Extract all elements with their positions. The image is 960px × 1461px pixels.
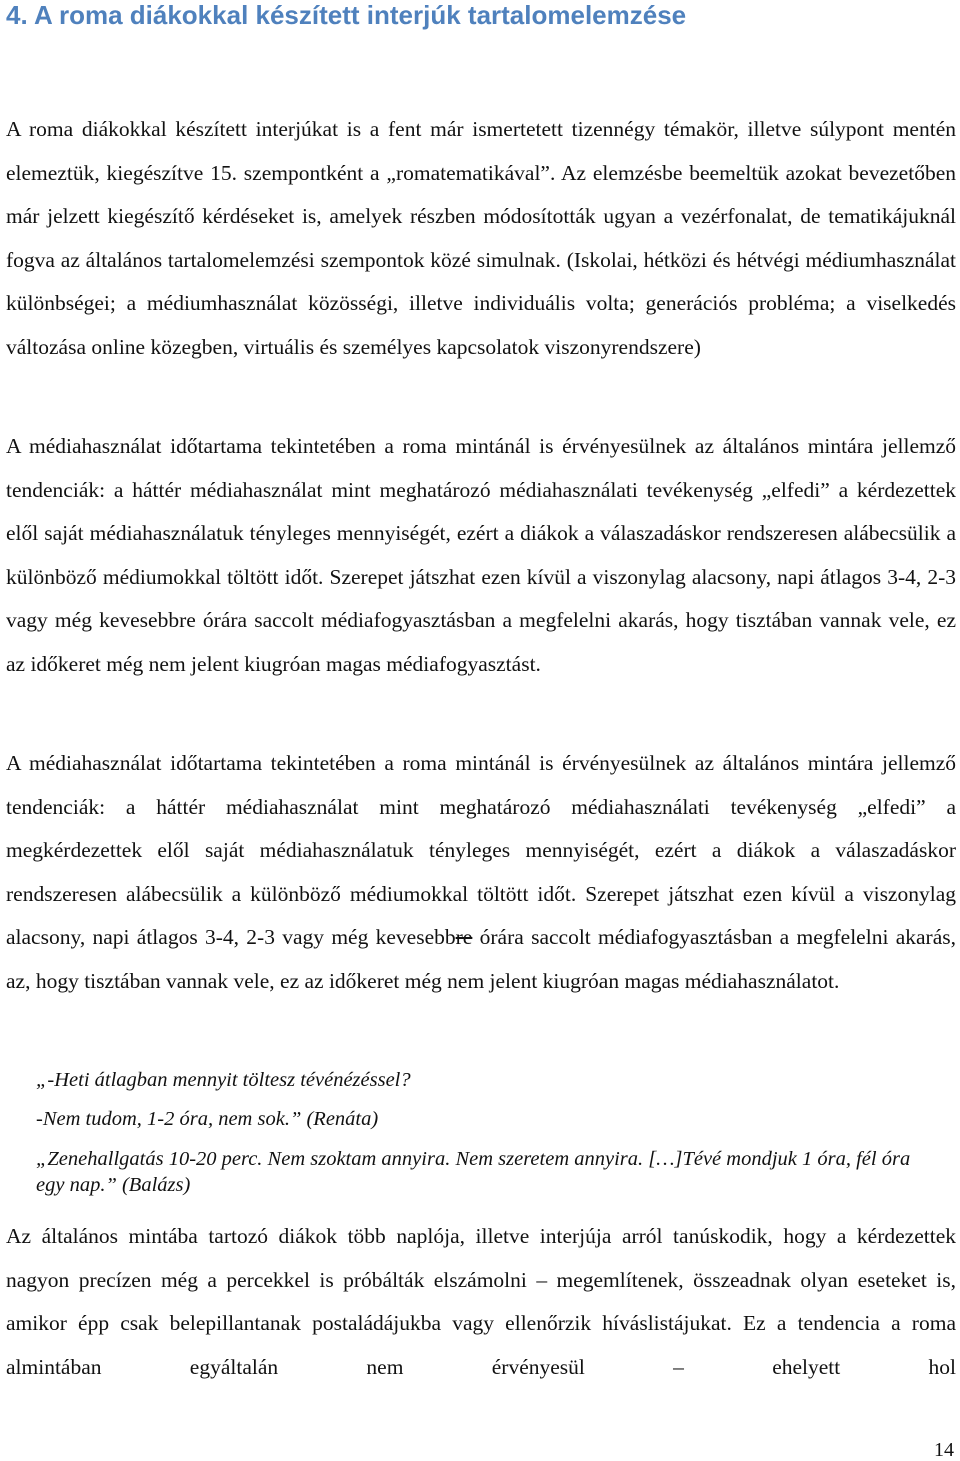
interview-quote: „Zenehallgatás 10-20 perc. Nem szoktam annyira. Nem szeretem annyira. […]Tévé mondjuk 1 óra, fél óra egy nap.” (Balázs) bbox=[36, 1148, 911, 1196]
interview-quote: -Nem tudom, 1-2 óra, nem sok.” (Renáta) bbox=[36, 1108, 379, 1130]
section-heading: 4. A roma diákokkal készített interjúk tartalomelemzése bbox=[6, 0, 687, 30]
interview-quote: „-Heti átlagban mennyit töltesz tévénézéssel? bbox=[36, 1069, 411, 1091]
page-number: 14 bbox=[934, 1439, 954, 1461]
struck-text: re bbox=[455, 925, 473, 950]
paragraph-general-sample: Az általános mintába tartozó diákok több naplója, illetve interjúja arról tanúskodik, hogy a kérdezettek nagyon precízen még a percekkel is próbálták elszámolni – megemlítenek, összeadnak olyan eseteket is, amikor épp csak belepillantanak postaládájukba vagy ellenőrzik híváslistájukat. Ez a tendencia a roma almintában egyáltalán nem érvényesül – ehelyett hol bbox=[6, 1224, 956, 1379]
paragraph-intro: A roma diákokkal készített interjúkat is a fent már ismertetett tizennégy témakör, illetve súlypont mentén elemeztük, kiegészítve 15. szempontként a „romatematikával”. Az elemzésbe beemeltük azokat bevezetőben már jelzett kiegészítő kérdéseket is, amelyek részben módosították ugyan a vezérfonalat, de tematikájuknál fogva az általános tartalomelemzési szempontok közé simulnak. (Iskolai, hétközi és hétvégi médiumhasználat különbségei; a médiumhasználat közösségi, illetve individuális volta; generációs probléma; a viselkedés változása online közegben, virtuális és személyes kapcsolatok viszonyrendszere) bbox=[6, 117, 956, 359]
paragraph-text-part: órára saccolt médiafogyasztásban a megfelelni akarás, az, hogy tisztában vannak vele, ez az időkeret még nem jelent kiugróan magas médiahasználatot. bbox=[6, 925, 956, 993]
paragraph-text-part: A médiahasználat időtartama tekintetében a roma mintánál is érvényesülnek az általános mintára jellemző tendenciák: a háttér médiahasználat mint meghatározó médiahasználati tevékenység „elfedi” a megkérdezettek elől saját médiahasználatuk tényleges mennyiségét, ezért a diákok a válaszadáskor rendszeresen alábecsülik a különböző médiumokkal töltött időt. Szerepet játszhat ezen kívül a viszonylag alacsony, napi átlagos 3-4, 2-3 vagy még kevesebb bbox=[6, 751, 956, 950]
paragraph-media-time: A médiahasználat időtartama tekintetében a roma mintánál is érvényesülnek az általános mintára jellemző tendenciák: a háttér médiahasználat mint meghatározó médiahasználati tevékenység „elfedi” a kérdezettek elől saját médiahasználatuk tényleges mennyiségét, ezért a diákok a válaszadáskor rendszeresen alábecsülik a különböző médiumokkal töltött időt. Szerepet játszhat ezen kívül a viszonylag alacsony, napi átlagos 3-4, 2-3 vagy még kevesebbre órára saccolt médiafogyasztásban a megfelelni akarás, hogy tisztában vannak vele, ez az időkeret még nem jelent kiugróan magas médiafogyasztást. bbox=[6, 434, 956, 676]
paragraph-media-time-revised bbox=[6, 742, 956, 1004]
